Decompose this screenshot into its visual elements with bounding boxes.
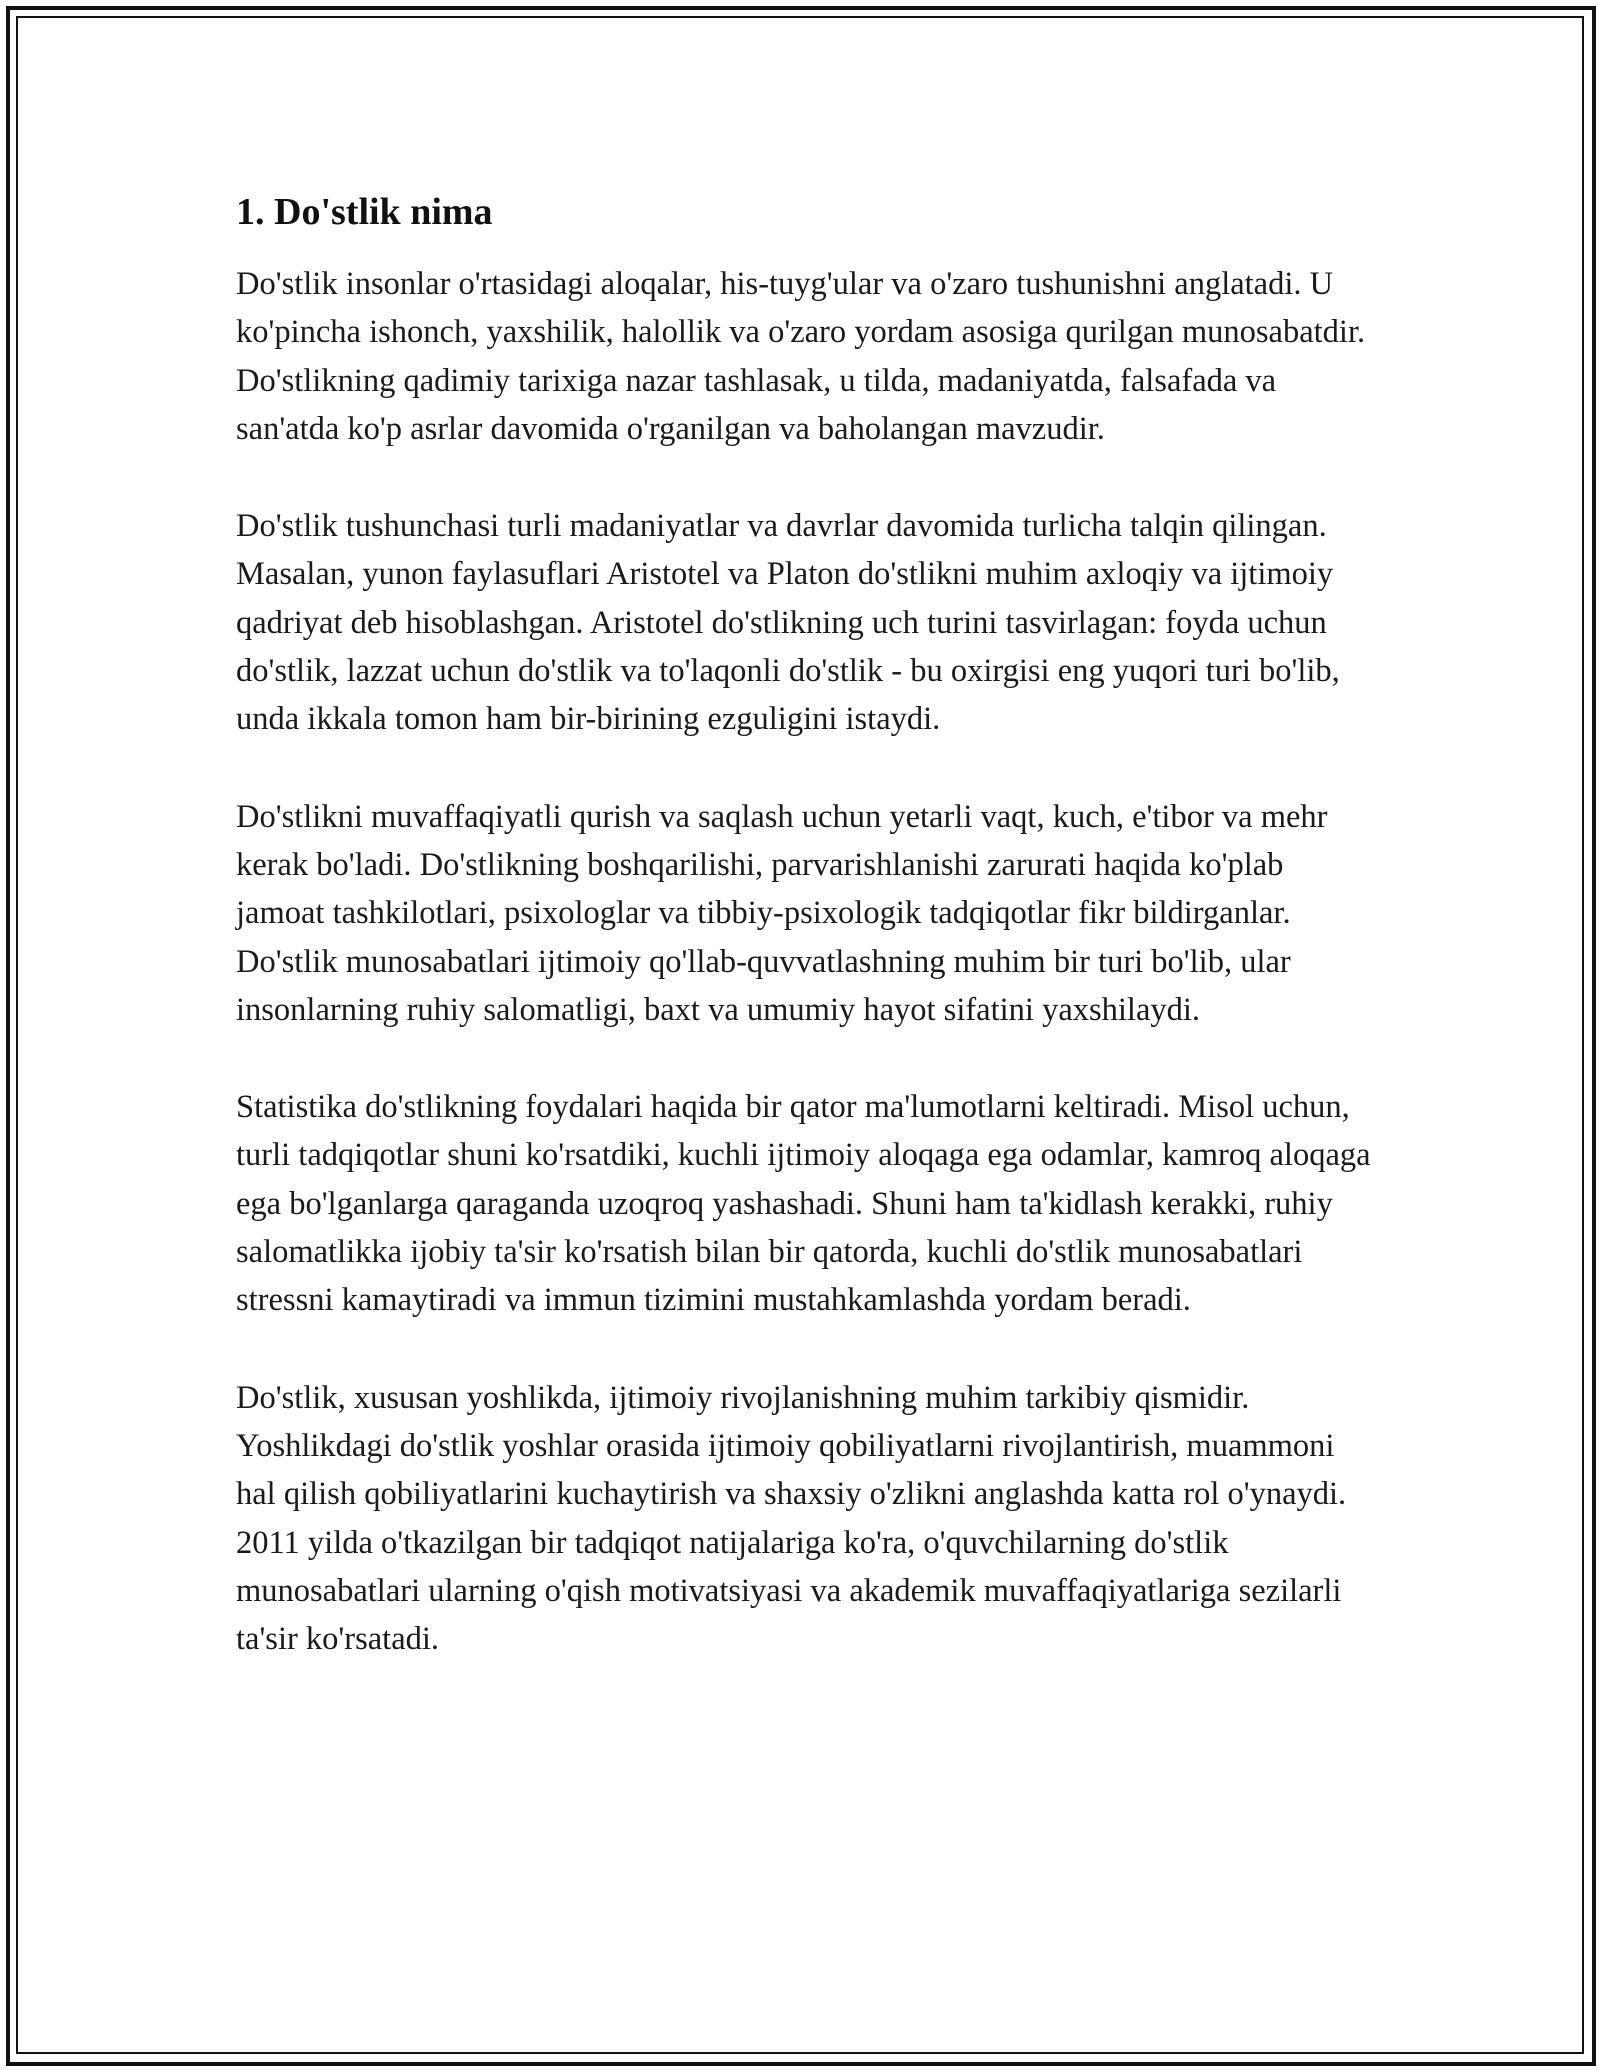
document-body [236,186,1376,1712]
paragraph-2: Do'stlik tushunchasi turli madaniyatlar va davrlar davomida turlicha talqin qilingan. Masalan, yunon faylasuflari Aristotel va Platon do'stlikni muhim axloqiy va ijtimoiy qadriyat deb hisoblashgan. Aristotel do'stlikning uch turini tasvirlagan: foyda uchun do'stlik, lazzat uchun do'stlik va to'laqonli do'stlik - bu oxirgisi eng yuqori turi bo'lib, unda ikkala tomon ham bir-birining ezguligini istaydi. [236,508,1340,738]
section-heading: 1. Do'stlik nima [236,191,493,233]
paragraph-4: Statistika do'stlikning foydalari haqida bir qator ma'lumotlarni keltiradi. Misol uchun, turli tadqiqotlar shuni ko'rsatdiki, kuchli ijtimoiy aloqaga ega odamlar, kamroq aloqaga ega bo'lganlarga qaraganda uzoqroq yashashadi. Shuni ham ta'kidlash kerakki, ruhiy salomatlikka ijobiy ta'sir ko'rsatish bilan bir qatorda, kuchli do'stlik munosabatlari stressni kamaytiradi va immun tizimini mustahkamlashda yordam beradi. [236,1089,1371,1319]
paragraph-3: Do'stlikni muvaffaqiyatli qurish va saqlash uchun yetarli vaqt, kuch, e'tibor va mehr kerak bo'ladi. Do'stlikning boshqarilishi, parvarishlanishi zarurati haqida ko'plab jamoat tashkilotlari, psixologlar va tibbiy-psixologik tadqiqotlar fikr bildirganlar. Do'stlik munosabatlari ijtimoiy qo'llab-quvvatlashning muhim bir turi bo'lib, ular insonlarning ruhiy salomatligi, baxt va umumiy hayot sifatini yaxshilaydi. [236,798,1328,1028]
paragraph-5: Do'stlik, xususan yoshlikda, ijtimoiy rivojlanishning muhim tarkibiy qismidir. Yoshlikdagi do'stlik yoshlar orasida ijtimoiy qobiliyatlarni rivojlantirish, muammoni hal qilish qobiliyatlarini kuchaytirish va shaxsiy o'zlikni anglashda katta rol o'ynaydi. 2011 yilda o'tkazilgan bir tadqiqot natijalariga ko'ra, o'quvchilarning do'stlik munosabatlari ularning o'qish motivatsiyasi va akademik muvaffaqiyatlariga sezilarli ta'sir ko'rsatadi. [236,1379,1347,1658]
paragraph-1: Do'stlik insonlar o'rtasidagi aloqalar, his-tuyg'ular va o'zaro tushunishni anglatadi. U ko'pincha ishonch, yaxshilik, halollik va o'zaro yordam asosiga qurilgan munosabatdir. Do'stlikning qadimiy tarixiga nazar tashlasak, u tilda, madaniyatda, falsafada va san'atda ko'p asrlar davomida o'rganilgan va baholangan mavzudir. [236,266,1366,447]
